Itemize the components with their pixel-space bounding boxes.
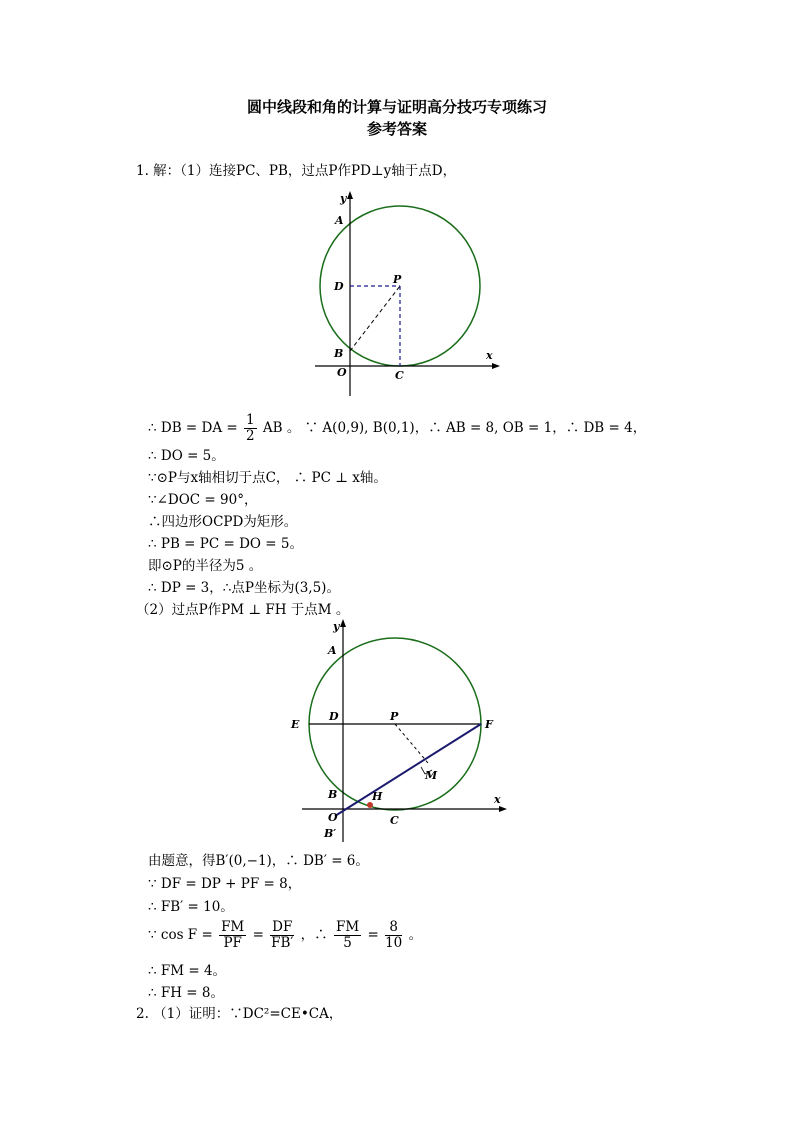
solution-line-11: ∴ FB′ = 10。 xyxy=(148,899,234,915)
solution-line-6: ∴ PB = PC = DO = 5。 xyxy=(148,536,303,552)
fraction-fm-pf: $\frac{FM}{PF}$ xyxy=(221,919,245,951)
fig1-label-y: y xyxy=(340,192,347,205)
fig2-label-E: E xyxy=(291,718,300,731)
fraction-df-fb: $\frac{DF}{FB'}$ xyxy=(271,919,294,951)
line1-part-b: AB 。 ∵ A(0,9), B(0,1)，∴ AB = 8, OB = 1，∴ DB = 4， xyxy=(262,420,647,436)
solution-line-9: 由题意，得B′(0,−1)，∴ DB′ = 6。 xyxy=(148,853,369,869)
fraction-fm-5: $\frac{FM}{5}$ xyxy=(335,919,360,951)
page-subtitle: 参考答案 xyxy=(366,120,427,138)
fraction-half xyxy=(244,413,257,444)
solution-line-14: ∴ FH = 8。 xyxy=(148,985,225,1001)
fig2-label-x: x xyxy=(494,793,501,806)
figure-2 xyxy=(280,616,510,846)
solution-line-4: ∵∠DOC = 90°， xyxy=(148,492,258,508)
solution-line-12: ∵ cos F = $\frac{FM}{PF}$ = $\frac{DF}{FB'}$ ，∴ $\frac{FM}{5}$ = $\frac{8}{10}$ 。 xyxy=(148,919,423,951)
fig2-label-B: B xyxy=(328,788,338,801)
solution-line-10: ∵ DF = DP + PF = 8， xyxy=(148,876,302,892)
fig2-label-C: C xyxy=(390,814,399,827)
page-title: 圆中线段和角的计算与证明高分技巧专项练习 xyxy=(246,98,547,116)
fig2-label-y: y xyxy=(333,620,340,633)
solution-line-3: ∵⊙P与x轴相切于点C， ∴ PC ⊥ x轴。 xyxy=(148,470,387,486)
fig1-label-x: x xyxy=(486,349,493,362)
fig1-label-B: B xyxy=(334,347,344,360)
frac-num: 1 xyxy=(246,412,255,428)
figure-1 xyxy=(300,186,510,404)
fig2-label-F: F xyxy=(485,718,493,731)
line1-part-a: ∴ DB = DA = xyxy=(148,420,238,436)
problem2-head: 2. （1）证明：∵DC²=CE•CA， xyxy=(136,1006,343,1022)
fig2-label-P: P xyxy=(390,710,399,723)
solution-line-2: ∴ DO = 5。 xyxy=(148,448,225,464)
cos-lhs: ∵ cos F = xyxy=(148,927,213,943)
solution-line-1 xyxy=(148,413,646,444)
fig1-label-D: D xyxy=(334,280,344,293)
fig2-label-M: M xyxy=(425,769,438,782)
problem1-head: 1. 解：（1）连接PC、PB，过点P作PD⊥y轴于点D， xyxy=(136,163,457,179)
solution-line-7: 即⊙P的半径为5 。 xyxy=(148,558,263,574)
fig2-label-O: O xyxy=(328,811,338,824)
fig2-label-H: H xyxy=(372,790,383,803)
fig1-label-A: A xyxy=(335,214,344,227)
fig1-label-P: P xyxy=(393,273,402,286)
solution-line-13: ∴ FM = 4。 xyxy=(148,963,227,979)
fig2-label-A: A xyxy=(328,644,337,657)
fig2-label-Bprime: B′ xyxy=(324,827,337,840)
solution-line-5: ∴四边形OCPD为矩形。 xyxy=(148,514,298,530)
fig2-label-D: D xyxy=(329,710,339,723)
part2-head: （2）过点P作PM ⊥ FH 于点M 。 xyxy=(136,602,350,618)
fig1-label-C: C xyxy=(395,369,404,382)
solution-line-8: ∴ DP = 3，∴点P坐标为(3,5)。 xyxy=(148,580,340,596)
fraction-8-10: $\frac{8}{10}$ xyxy=(385,919,403,951)
fig1-label-O: O xyxy=(337,366,347,379)
frac-den: 2 xyxy=(246,428,255,444)
